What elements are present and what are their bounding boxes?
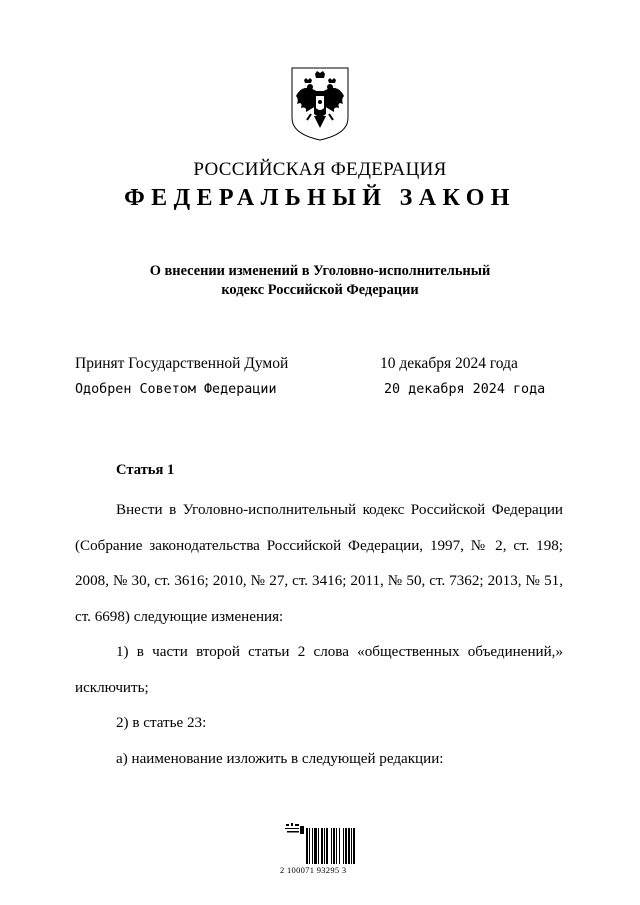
- barcode-number: 2 100071 93295 3: [280, 865, 347, 875]
- article-paragraph: 2) в статье 23:: [116, 715, 207, 731]
- article-heading: Статья 1: [116, 462, 175, 478]
- barcode-bar: [333, 828, 335, 864]
- barcode-mark-icon: [284, 822, 306, 836]
- barcode-bar: [331, 828, 332, 864]
- council-approval-row: [75, 382, 555, 397]
- duma-adoption-row: [75, 355, 555, 373]
- council-approval-label: Одобрен Советом Федерации: [75, 382, 277, 397]
- article-paragraph: Внести в Уголовно-исполнительный кодекс Российской Федерации (Собрание законодательства Российской Федерации, 1997, № 2, ст. 198; 2008, № 30, ст. 3616; 2010, № 27, ст. 3416; 2011, № 50, ст. 7362; 2013, № 51, ст. 6698) следующие изменения:: [75, 502, 563, 625]
- barcode-block: [280, 818, 360, 878]
- barcode-bar: [339, 828, 340, 864]
- coat-of-arms-icon: [289, 66, 351, 142]
- law-title-line-1: О внесении изменений в Уголовно-исполнительный: [149, 263, 491, 279]
- article-paragraph: а) наименование изложить в следующей редакции:: [116, 750, 444, 767]
- barcode-bar: [306, 828, 308, 864]
- barcode-icon: [306, 828, 356, 864]
- country-name: РОССИЙСКАЯ ФЕДЕРАЦИЯ: [193, 159, 447, 180]
- barcode-bar: [312, 828, 313, 864]
- barcode-bar: [345, 828, 347, 864]
- barcode-bar: [353, 828, 355, 864]
- barcode-bar: [321, 828, 323, 864]
- duma-adoption-date: 10 декабря 2024 года: [380, 355, 518, 372]
- barcode-bar: [336, 828, 337, 864]
- barcode-bar: [324, 828, 325, 864]
- law-title: [0, 262, 640, 300]
- barcode-bar: [314, 828, 317, 864]
- law-title-line-2: кодекс Российской Федерации: [221, 282, 419, 298]
- council-approval-date: 20 декабря 2024 года: [384, 382, 546, 397]
- barcode-bar: [351, 828, 352, 864]
- duma-adoption-label: Принят Государственной Думой: [75, 355, 289, 372]
- article-paragraph: 1) в части второй статьи 2 слова «общественных объединений,» исключить;: [75, 644, 563, 696]
- barcode-bar: [343, 828, 344, 864]
- document-type: ФЕДЕРАЛЬНЫЙ ЗАКОН: [124, 185, 516, 211]
- barcode-bar: [326, 828, 328, 864]
- barcode-bar: [318, 828, 319, 864]
- barcode-bar: [348, 828, 350, 864]
- article-body: [75, 493, 563, 777]
- barcode-bar: [309, 828, 310, 864]
